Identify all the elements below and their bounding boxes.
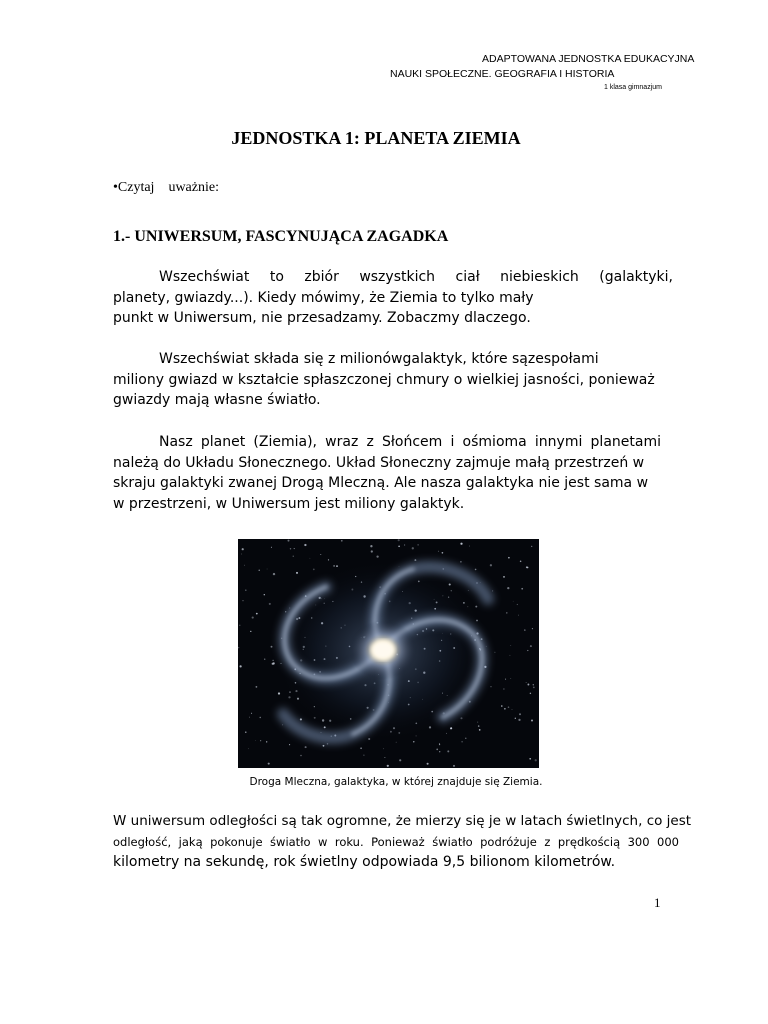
section-heading: 1.- UNIWERSUM, FASCYNUJĄCA ZAGADKA [113,228,449,245]
paragraph-line: kilometry na sekundę, rok świetlny odpowiada 9,5 bilionom kilometrów. [113,854,616,870]
paragraph-1 [113,267,673,329]
paragraph-line: gwiazdy mają własne światło. [113,392,321,408]
paragraph-line: odległość, jaką pokonuje światło w roku. Ponieważ światło podróżuje z prędkością 300 000 [113,834,679,849]
header-subject-label: NAUKI SPOŁECZNE. GEOGRAFIA I HISTORIA [390,68,615,80]
page-title: JEDNOSTKA 1: PLANETA ZIEMIA [231,128,521,148]
paragraph-line: Nasz planet (Ziemia), wraz z Słońcem i ośmioma innymi planetami [159,434,661,450]
galaxy-photo [238,539,539,768]
paragraph-3 [113,432,661,514]
paragraph-line: punkt w Uniwersum, nie przesadzamy. Zobaczmy dlaczego. [113,310,531,326]
page-number: 1 [654,895,661,910]
header-unit-label: ADAPTOWANA JEDNOSTKA EDUKACYJNA [482,53,695,65]
header-grade-label: 1 klasa gimnazjum [604,84,662,91]
image-caption: Droga Mleczna, galaktyka, w której znajduje się Ziemia. [249,776,543,788]
paragraph-line: planety, gwiazdy...). Kiedy mówimy, że Ziemia to tylko mały [113,289,534,306]
paragraph-line: W uniwersum odległości są tak ogromne, że mierzy się je w latach świetlnych, co jest [113,813,692,829]
paragraph-line: należą do Układu Słonecznego. Układ Słoneczny zajmuje małą przestrzeń w [113,454,645,471]
paragraph-4 [113,811,692,873]
instruction-text: •Czytaj uważnie: [113,180,219,195]
paragraph-line: w przestrzeni, w Uniwersum jest miliony galaktyk. [113,495,465,512]
paragraph-line: miliony gwiazd w kształcie spłaszczonej chmury o wielkiej jasności, ponieważ [113,371,655,388]
paragraph-line: Wszechświat to zbiór wszystkich ciał niebieskich (galaktyki, [159,269,673,285]
paragraph-line: skraju galaktyki zwanej Drogą Mleczną. Ale nasza galaktyka nie jest sama w [113,475,649,491]
paragraph-line: Wszechświat składa się z milionówgalaktyk, które sązespołami [159,351,599,367]
paragraph-2 [113,349,673,411]
